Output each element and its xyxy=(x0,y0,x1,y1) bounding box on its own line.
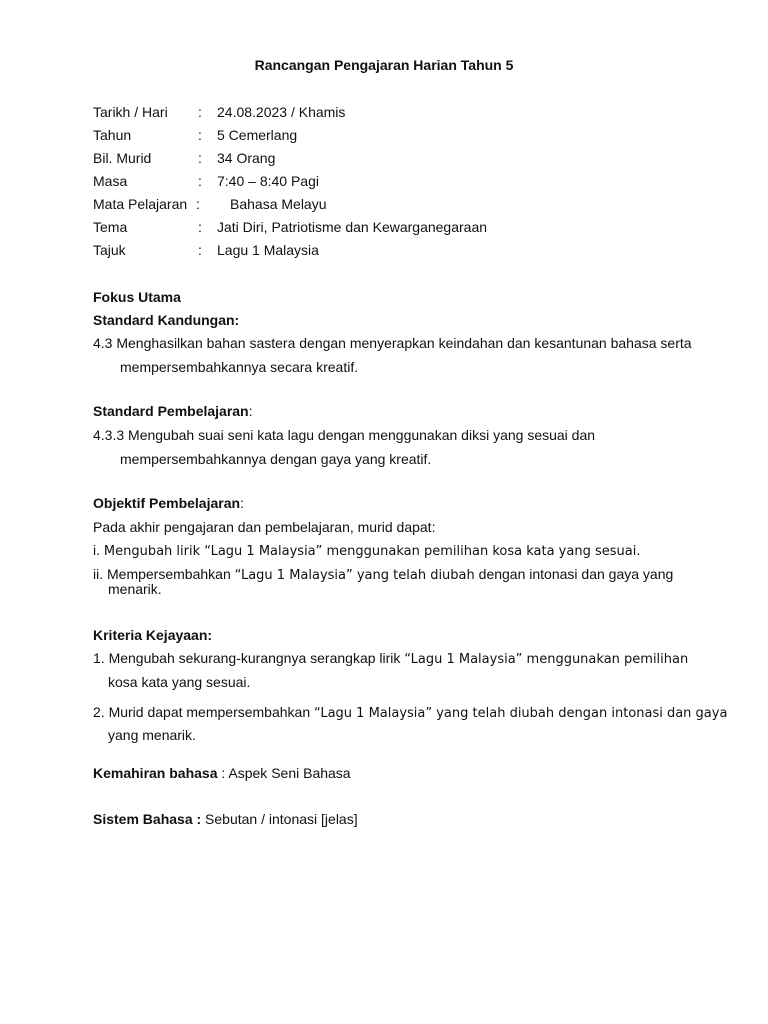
kemahiran-bahasa xyxy=(93,764,351,782)
info-value: 7:40 – 8:40 Pagi xyxy=(217,173,319,189)
info-value: Jati Diri, Patriotisme dan Kewarganegaraan xyxy=(217,219,488,235)
info-label: Bil. Murid xyxy=(93,150,152,166)
info-colon: : xyxy=(196,196,200,212)
info-label: Tema xyxy=(93,219,128,235)
item-text-a: ii. Mempersembahkan xyxy=(93,566,231,582)
info-colon: : xyxy=(198,104,202,120)
sistem-bahasa xyxy=(93,810,358,828)
info-value: Bahasa Melayu xyxy=(230,196,327,212)
heading-text: Standard Pembelajaran xyxy=(93,403,249,419)
objektif-item-2 xyxy=(93,565,673,585)
objektif-item-1 xyxy=(93,541,640,561)
kriteria-item-2-line-2: yang menarik. xyxy=(108,727,196,743)
standard-kandungan-line-2: mempersembahkannya secara kreatif. xyxy=(120,359,359,375)
item-text-b: “Lagu 1 Malaysia” menggunakan pemilihan xyxy=(404,652,689,667)
kriteria-item-2 xyxy=(93,703,727,723)
info-label: Mata Pelajaran xyxy=(93,196,188,212)
info-colon: : xyxy=(198,219,202,235)
info-value: 5 Cemerlang xyxy=(217,127,298,143)
kriteria-item-1-line-2: kosa kata yang sesuai. xyxy=(108,674,251,690)
item-text-b: “Lagu 1 Malaysia” yang telah diubah dengan intonasi dan gaya xyxy=(314,706,728,721)
standard-pembelajaran-heading xyxy=(93,402,253,420)
item-text-c: dengan intonasi dan gaya yang xyxy=(478,566,674,582)
info-colon: : xyxy=(198,242,202,258)
objektif-item-2-line-2: menarik. xyxy=(108,581,162,597)
sistem-label: Sistem Bahasa : xyxy=(93,811,202,827)
kemahiran-label: Kemahiran bahasa xyxy=(93,765,218,781)
sistem-value: Sebutan / intonasi [jelas] xyxy=(201,811,358,827)
heading-text: Objektif Pembelajaran xyxy=(93,495,241,511)
info-colon: : xyxy=(198,150,202,166)
heading-suffix: : xyxy=(248,403,253,419)
info-label: Masa xyxy=(93,173,128,189)
standard-pembelajaran-line-2: mempersembahkannya dengan gaya yang kreatif. xyxy=(120,451,432,467)
objektif-intro: Pada akhir pengajaran dan pembelajaran, murid dapat: xyxy=(93,519,436,535)
item-text-a: 1. Mengubah sekurang-kurangnya serangkap lirik xyxy=(93,650,401,666)
objektif-heading xyxy=(93,494,244,512)
info-colon: : xyxy=(198,127,202,143)
item-number: i. xyxy=(93,542,100,558)
standard-kandungan-heading: Standard Kandungan: xyxy=(93,312,240,328)
info-value: 34 Orang xyxy=(217,150,276,166)
kriteria-heading: Kriteria Kejayaan: xyxy=(93,627,213,643)
fokus-utama-heading: Fokus Utama xyxy=(93,289,181,305)
standard-kandungan-line-1: 4.3 Menghasilkan bahan sastera dengan menyerapkan keindahan dan kesantunan bahasa serta xyxy=(93,335,692,351)
heading-suffix: : xyxy=(240,495,244,511)
item-text: Mengubah lirik “Lagu 1 Malaysia” menggunakan pemilihan kosa kata yang sesuai. xyxy=(103,544,641,559)
standard-pembelajaran-line-1: 4.3.3 Mengubah suai seni kata lagu dengan menggunakan diksi yang sesuai dan xyxy=(93,427,596,443)
kemahiran-value: : Aspek Seni Bahasa xyxy=(217,765,351,781)
info-colon: : xyxy=(198,173,202,189)
info-label: Tarikh / Hari xyxy=(93,104,168,120)
item-text-b: “Lagu 1 Malaysia” yang telah diubah xyxy=(234,568,475,583)
info-label: Tajuk xyxy=(93,242,126,258)
info-value: Lagu 1 Malaysia xyxy=(217,242,319,258)
info-label: Tahun xyxy=(93,127,132,143)
item-text-a: 2. Murid dapat mempersembahkan xyxy=(93,704,311,720)
document-title: Rancangan Pengajaran Harian Tahun 5 xyxy=(254,57,514,73)
info-value: 24.08.2023 / Khamis xyxy=(217,104,346,120)
kriteria-item-1 xyxy=(93,649,688,669)
